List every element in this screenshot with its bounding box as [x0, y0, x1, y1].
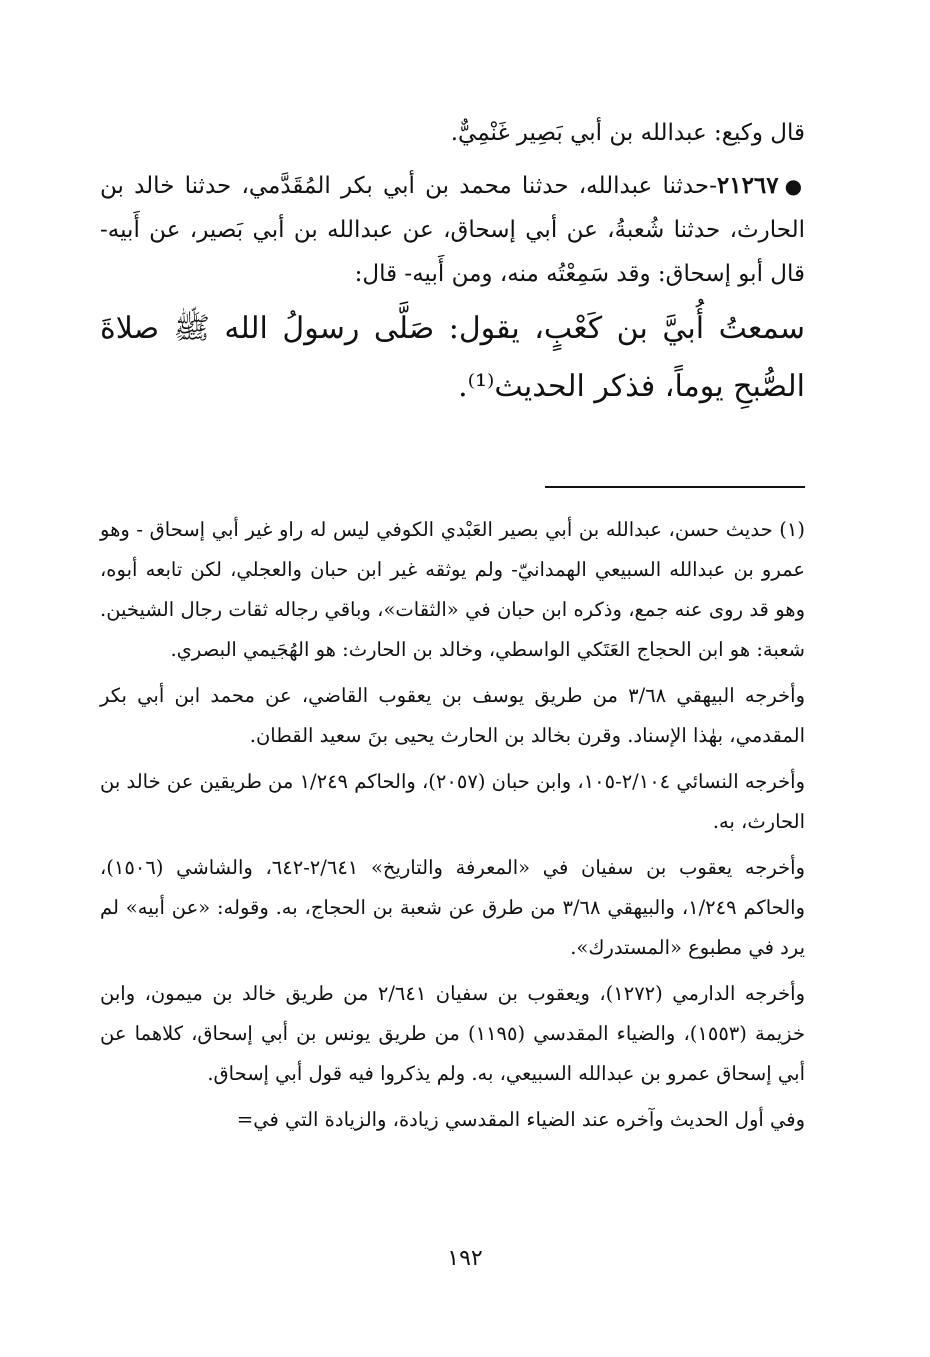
page-body: [100, 110, 805, 1146]
bullet-icon: ●: [784, 174, 805, 198]
footnotes: [100, 510, 805, 1140]
footnote-divider: [545, 486, 805, 488]
hadith-number: ٢١٢٦٧: [716, 172, 779, 199]
footnote-paragraph: (١) حديث حسن، عبدالله بن أبي بصير العَبْدي الكوفي ليس له راو غير أبي إسحاق - وهو عمرو بن عبدالله السبيعي الهمدانيّ- ولم يوثقه غير ابن حبان والعجلي، لكن تابعه أبوه، وهو قد روى عنه جمع، وذكره ابن حبان في «الثقات»، وباقي رجاله ثقات رجال الشيخين. شعبة: هو ابن الحجاج العَتَكي الواسطي، وخالد بن الحارث: هو الهُجَيمي البصري.: [100, 518, 805, 661]
hadith-text: سمعتُ أُبيَّ بن كَعْبٍ، يقول: صَلَّى رسولُ الله ﷺ صلاةَ الصُّبحِ يوماً، فذكر الحديث⁽¹⁾.: [100, 311, 805, 404]
footnote-paragraph: وفي أول الحديث وآخره عند الضياء المقدسي زيادة، والزيادة التي في=: [236, 1108, 805, 1131]
page-number: ١٩٢: [447, 1246, 483, 1271]
footnote-paragraph: وأخرجه يعقوب بن سفيان في «المعرفة والتاريخ» ٢/٦٤١-٦٤٢، والشاشي (١٥٠٦)، والحاكم ١/٢٤٩، والبيهقي ٣/٦٨ من طرق عن شعبة بن الحجاج، به. وقوله: «عن أبيه» لم يرد في مطبوع «المستدرك».: [100, 856, 806, 959]
footnote-paragraph: وأخرجه النسائي ٢/١٠٤-١٠٥، وابن حبان (٢٠٥٧)، والحاكم ١/٢٤٩ من طريقين عن خالد بن الحارث، به.: [100, 770, 805, 833]
narrator-note: قال وكيع: عبدالله بن أبي بَصِير غَنْمِيٌّ.: [450, 120, 805, 146]
footnote-paragraph: وأخرجه البيهقي ٣/٦٨ من طريق يوسف بن يعقوب القاضي، عن محمد ابن أبي بكر المقدمي، بهٰذا الإسناد. وقرن بخالد بن الحارث يحيى بنَ سعيد القطان.: [100, 684, 805, 747]
hadith-isnad-text: -حدثنا عبدالله، حدثنا محمد بن أبي بكر المُقَدَّمي، حدثنا خالد بن الحارث، حدثنا شُعبةُ، عن أبي إسحاق، عن عبدالله بن أبي بَصير، عن أَبيه- قال أبو إسحاق: وقد سَمِعْتُه منه، ومن أَبيه- قال:: [100, 173, 805, 287]
hadith-chain: [100, 164, 805, 296]
footnote-paragraph: وأخرجه الدارمي (١٢٧٢)، ويعقوب بن سفيان ٢/٦٤١ من طريق خالد بن ميمون، وابن خزيمة (١٥٥٣)، والضياء المقدسي (١١٩٥) من طريق يونس بن أبي إسحاق، كلاهما عن أبي إسحاق عمرو بن عبدالله السبيعي، به. ولم يذكروا فيه قول أبي إسحاق.: [100, 982, 805, 1085]
